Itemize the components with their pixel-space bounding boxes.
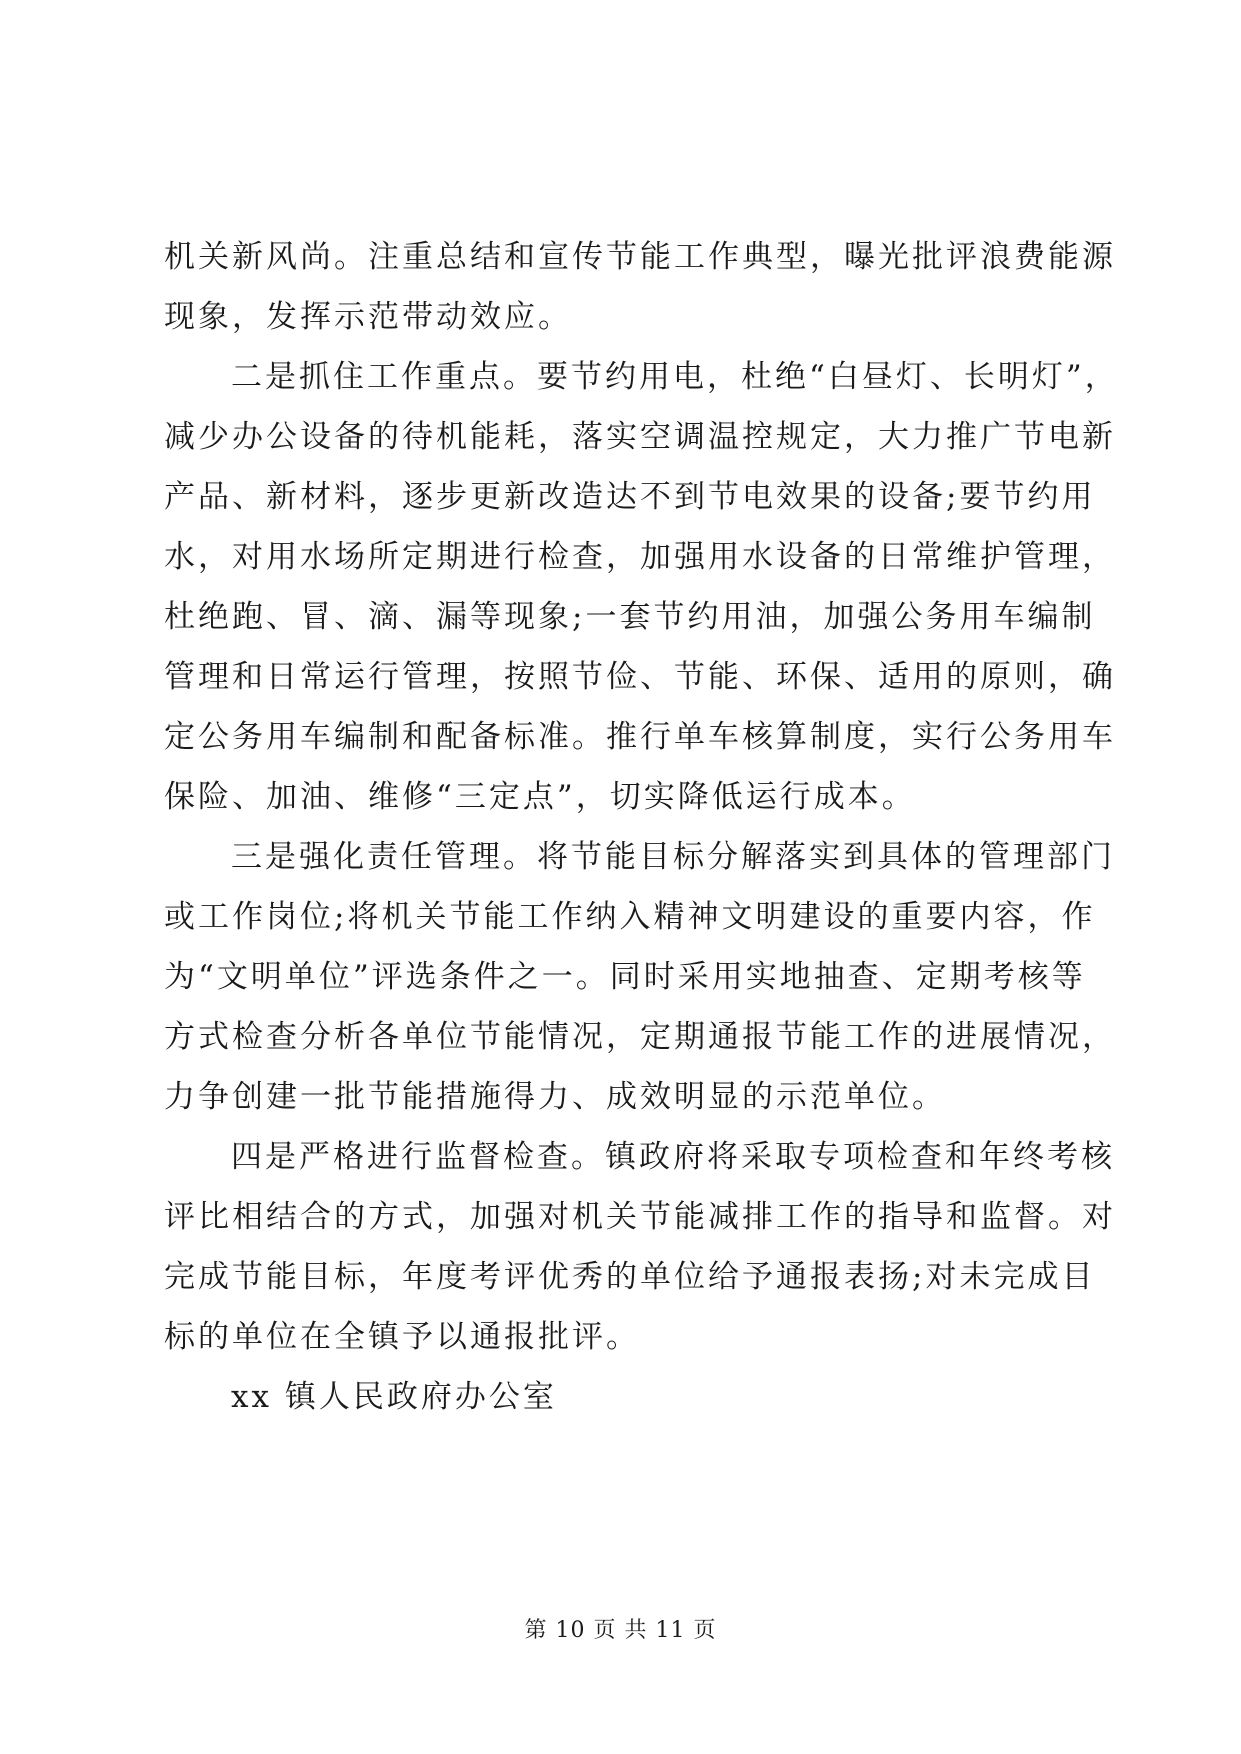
body-line-9: 定公务用车编制和配备标准。推行单车核算制度，实行公务用车 [164,719,1116,755]
body-line-18: 完成节能目标，年度考评优秀的单位给予通报表扬;对未完成目 [164,1259,1096,1295]
body-line-3: 二是抓住工作重点。要节约用电，杜绝“白昼灯、长明灯”， [231,359,1119,395]
body-line-11: 三是强化责任管理。将节能目标分解落实到具体的管理部门 [231,839,1115,875]
page-number-footer: 第 10 页 共 11 页 [524,1618,717,1643]
body-line-5: 产品、新材料，逐步更新改造达不到节电效果的设备;要节约用 [164,479,1096,515]
body-line-8: 管理和日常运行管理，按照节俭、节能、环保、适用的原则，确 [164,659,1116,695]
body-line-12: 或工作岗位;将机关节能工作纳入精神文明建设的重要内容，作 [164,899,1096,935]
body-line-15: 力争创建一批节能措施得力、成效明显的示范单位。 [164,1079,946,1115]
body-line-7: 杜绝跑、冒、滴、漏等现象;一套节约用油，加强公务用车编制 [164,599,1096,635]
body-line-14: 方式检查分析各单位节能情况，定期通报节能工作的进展情况， [164,1019,1116,1055]
body-line-6: 水，对用水场所定期进行检查，加强用水设备的日常维护管理， [164,539,1116,575]
body-line-1: 机关新风尚。注重总结和宣传节能工作典型，曝光批评浪费能源 [164,239,1116,275]
body-line-10: 保险、加油、维修“三定点”，切实降低运行成本。 [164,779,916,815]
body-line-17: 评比相结合的方式，加强对机关节能减排工作的指导和监督。对 [164,1199,1116,1235]
body-line-2: 现象，发挥示范带动效应。 [164,299,572,335]
body-line-4: 减少办公设备的待机能耗，落实空调温控规定，大力推广节电新 [164,419,1116,455]
body-line-16: 四是严格进行监督检查。镇政府将采取专项检查和年终考核 [231,1139,1115,1175]
signature-line: xx 镇人民政府办公室 [231,1379,557,1415]
body-line-13: 为“文明单位”评选条件之一。同时采用实地抽查、定期考核等 [164,959,1086,995]
body-line-19: 标的单位在全镇予以通报批评。 [164,1319,640,1355]
